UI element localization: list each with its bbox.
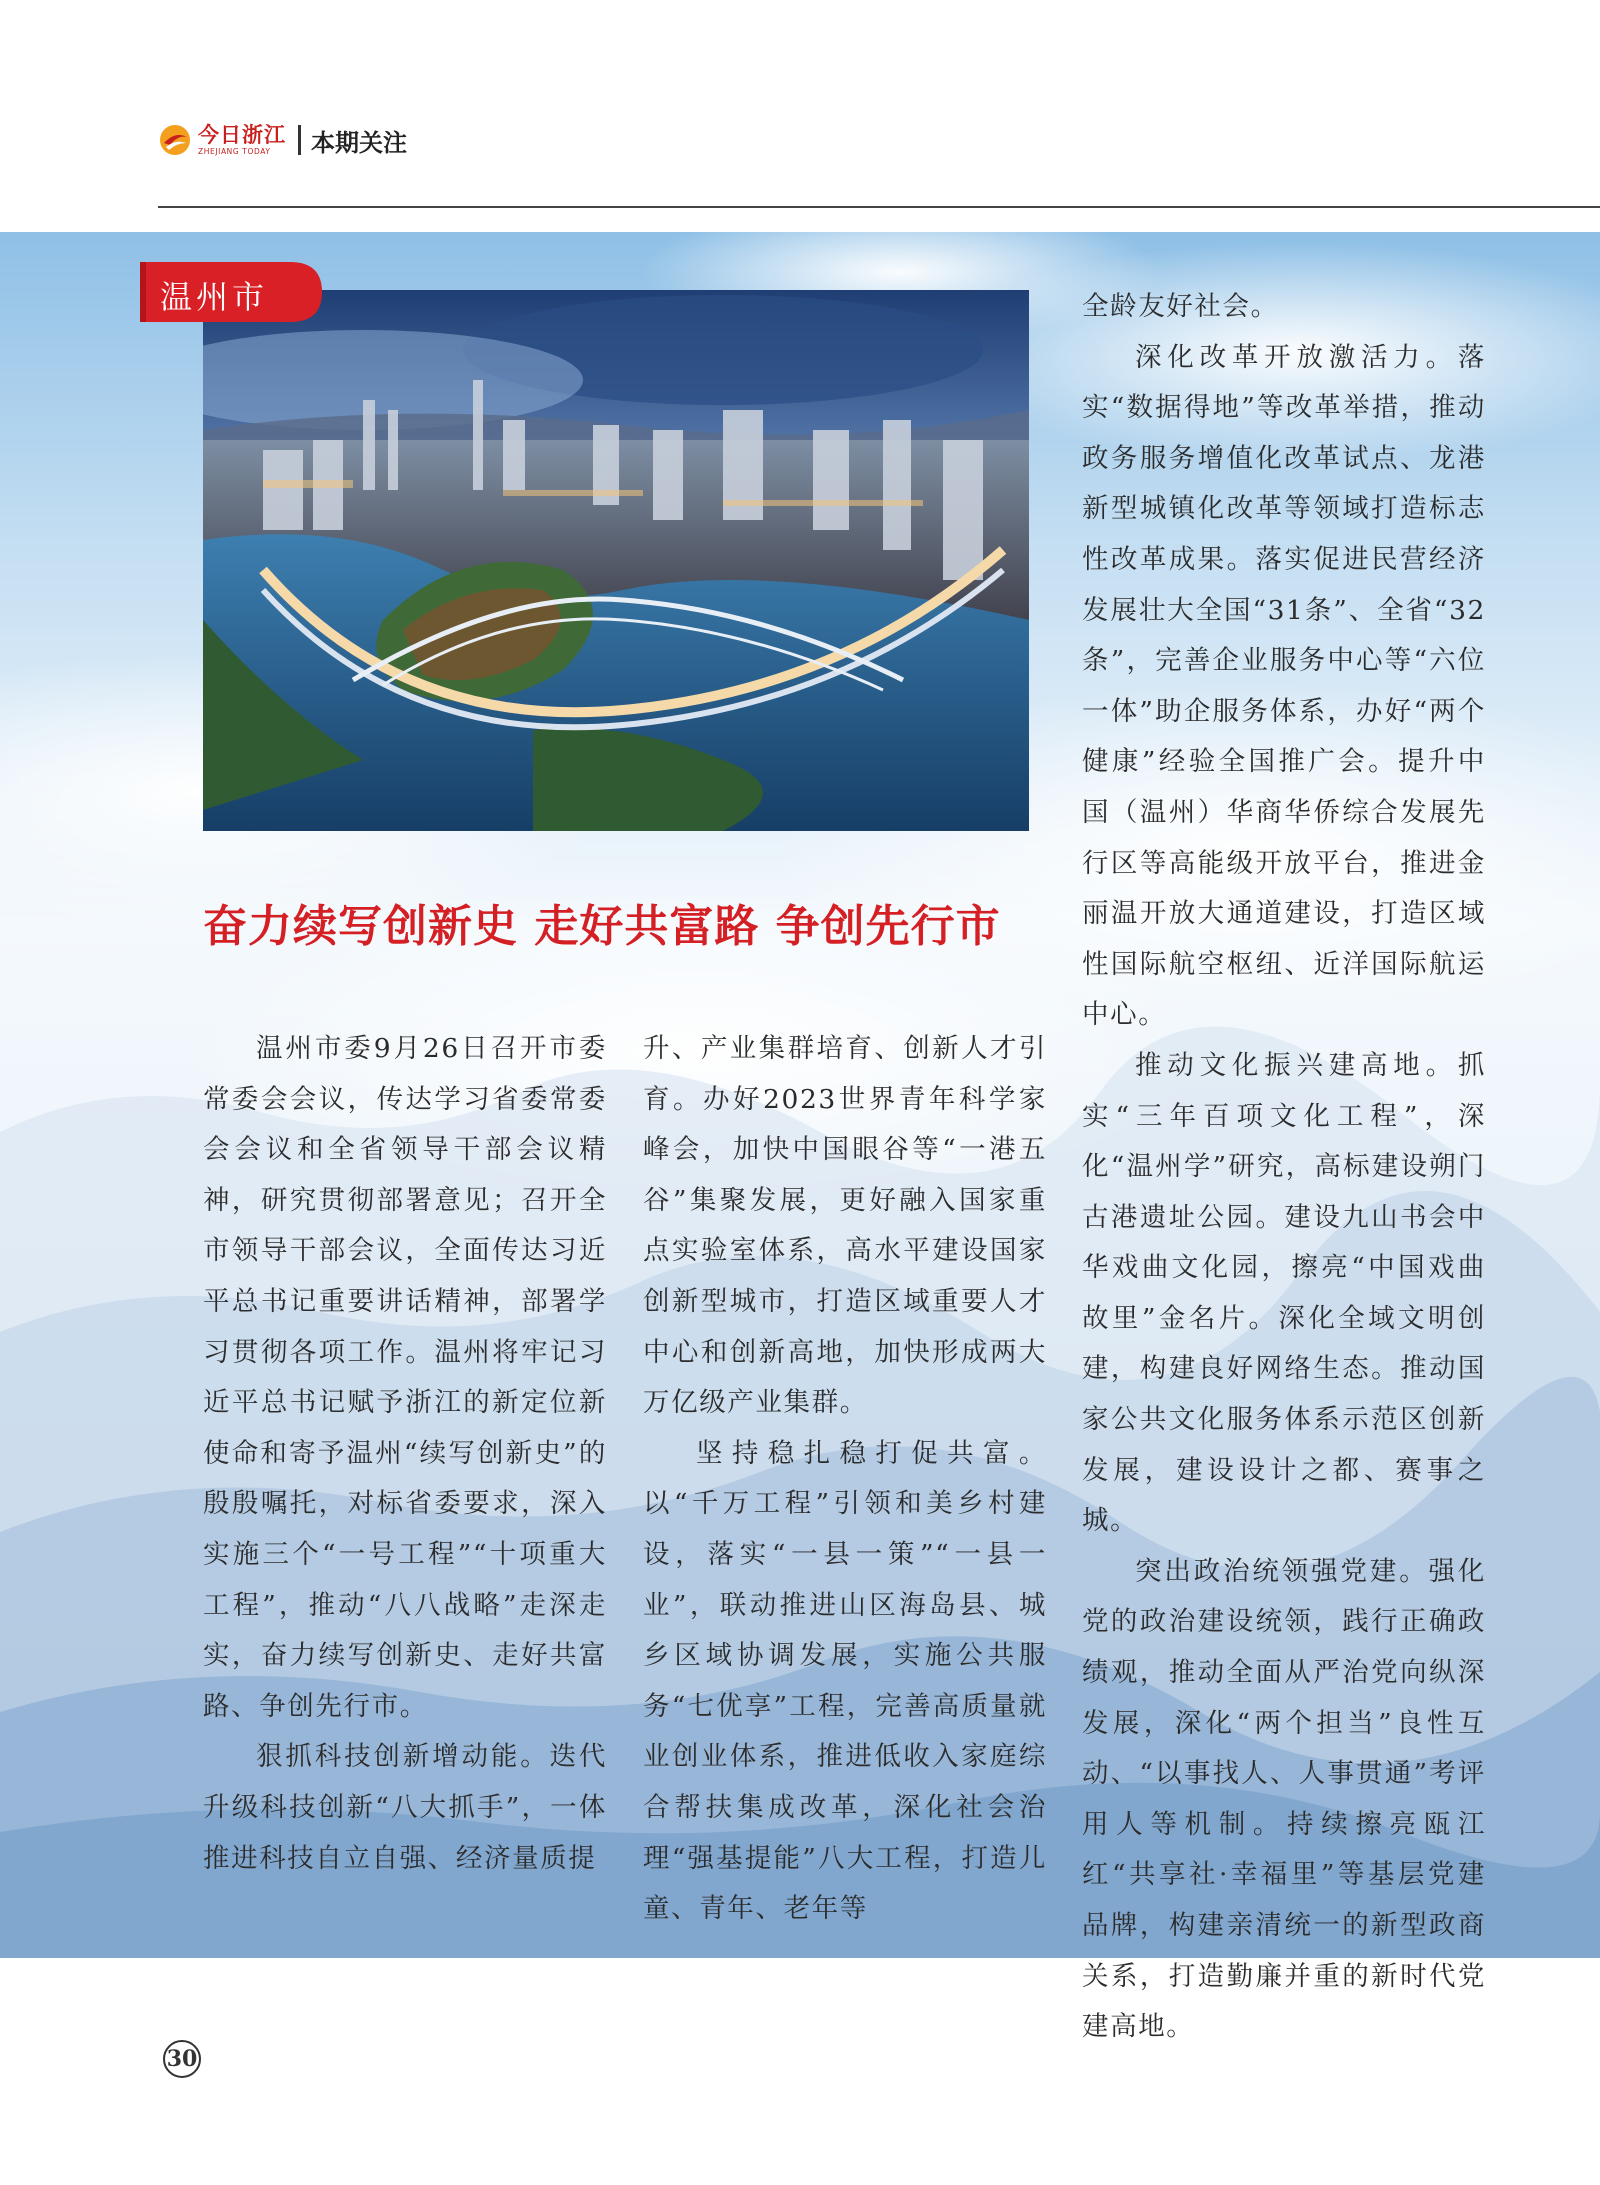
logo-chinese-text: 今日浙江 [198, 122, 286, 148]
section-title: 本期关注 [311, 128, 407, 157]
sun-logo-icon [158, 123, 192, 157]
paragraph: 升、产业集群培育、创新人才引育。办好2023世界青年科学家峰会，加快中国眼谷等“一港五谷”集聚发展，更好融入国家重点实验室体系，高水平建设国家创新型城市，打造区域重要人才中心和创新高地，加快形成两大万亿级产业集群。 [643, 1033, 1047, 1419]
logo-english-text: ZHEJIANG TODAY [198, 147, 271, 157]
city-tag [140, 262, 322, 322]
article-headline: 奋力续写创新史 走好共富路 争创先行市 [203, 901, 1001, 952]
page-header [158, 118, 407, 162]
paragraph: 坚持稳扎稳打促共富。以“千万工程”引领和美乡村建设，落实“一县一策”“一县一业”，联动推进山区海岛县、城乡区域协调发展，实施公共服务“七优享”工程，完善高质量就业创业体系，推进低收入家庭综合帮扶集成改革，深化社会治理“强基提能”八大工程，打造儿童、青年、老年等 [643, 1437, 1047, 1925]
header-divider [298, 125, 301, 155]
paragraph: 狠抓科技创新增动能。迭代升级科技创新“八大抓手”，一体推进科技自立自强、经济量质提 [203, 1741, 607, 1874]
wenzhou-aerial-photo [203, 290, 1029, 831]
paragraph: 突出政治统领强党建。强化党的政治建设统领，践行正确政绩观，推动全面从严治党向纵深发展，深化“两个担当”良性互动、“以事找人、人事贯通”考评用人等机制。持续擦亮瓯江红“共享社·幸福里”等基层党建品牌，构建亲清统一的新型政商关系，打造勤廉并重的新时代党建高地。 [1082, 1555, 1486, 2043]
city-tag-label: 温州市 [160, 278, 269, 316]
text-column-3 [1082, 282, 1486, 2053]
magazine-logo [158, 123, 286, 157]
paragraph: 推动文化振兴建高地。抓实“三年百项文化工程”，深化“温州学”研究，高标建设朔门古港遗址公园。建设九山书会中华戏曲文化园，擦亮“中国戏曲故里”金名片。深化全域文明创建，构建良好网络生态。推动国家公共文化服务体系示范区创新发展，建设设计之都、赛事之城。 [1082, 1049, 1486, 1537]
header-rule [158, 206, 1600, 208]
text-column-1 [203, 1024, 607, 1884]
paragraph: 温州市委9月26日召开市委常委会会议，传达学习省委常委会会议和全省领导干部会议精神，研究贯彻部署意见；召开全市领导干部会议，全面传达习近平总书记重要讲话精神，部署学习贯彻各项工作。温州将牢记习近平总书记赋予浙江的新定位新使命和寄予温州“续写创新史”的殷殷嘱托，对标省委要求，深入实施三个“一号工程”“十项重大工程”，推动“八八战略”走深走实，奋力续写创新史、走好共富路、争创先行市。 [203, 1033, 607, 1722]
text-column-2 [643, 1024, 1047, 1935]
paragraph: 全龄友好社会。 [1082, 291, 1279, 322]
paragraph: 深化改革开放激活力。落实“数据得地”等改革举措，推动政务服务增值化改革试点、龙港新型城镇化改革等领域打造标志性改革成果。落实促进民营经济发展壮大全国“31条”、全省“32条”，完善企业服务中心等“六位一体”助企服务体系，办好“两个健康”经验全国推广会。提升中国（温州）华商华侨综合发展先行区等高能级开放平台，推进金丽温开放大通道建设，打造区域性国际航空枢纽、近洋国际航运中心。 [1082, 341, 1486, 1031]
page-number: 30 [163, 2040, 201, 2078]
